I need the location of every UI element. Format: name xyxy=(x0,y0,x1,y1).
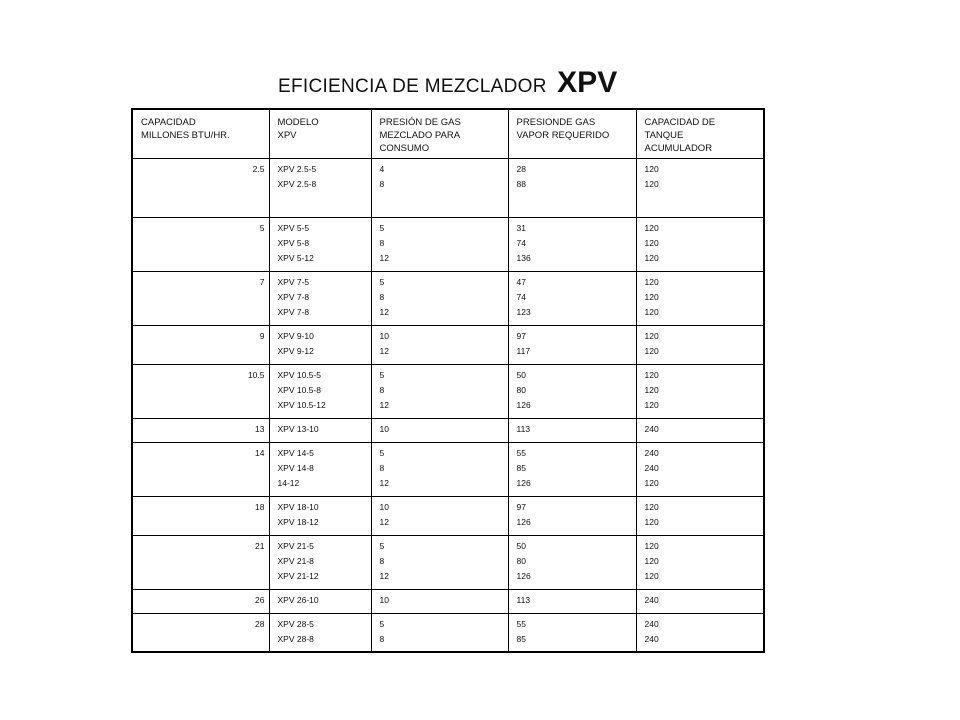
model-value: XPV 7-5 xyxy=(277,276,310,287)
tank-value: 240 xyxy=(644,594,659,605)
header-label: ACUMULADOR xyxy=(644,143,713,154)
capacity-cell xyxy=(132,364,269,418)
table-row xyxy=(132,325,764,364)
tank-value: 120 xyxy=(644,237,659,248)
vapor-value: 85 xyxy=(516,633,526,644)
pressure-value: 12 xyxy=(379,345,389,356)
pressure-cell xyxy=(371,217,508,271)
pressure-header xyxy=(371,109,508,158)
vapor-value: 50 xyxy=(516,540,526,551)
vapor-value: 113 xyxy=(516,423,531,434)
vapor-value: 113 xyxy=(516,594,531,605)
tank-value: 120 xyxy=(644,399,659,410)
vapor-cell xyxy=(508,325,636,364)
tank-value: 120 xyxy=(644,291,659,302)
model-value: XPV 7-8 xyxy=(277,306,310,317)
table-row xyxy=(132,496,764,535)
model-value: XPV 14-8 xyxy=(277,462,314,473)
pressure-cell xyxy=(371,418,508,442)
vapor-cell xyxy=(508,496,636,535)
model-value: XPV 5-5 xyxy=(277,222,310,233)
capacity-value: 28 xyxy=(255,618,265,629)
vapor-cell xyxy=(508,589,636,613)
pressure-cell xyxy=(371,364,508,418)
capacity-cell xyxy=(132,589,269,613)
tank-cell xyxy=(636,442,764,496)
title-text: EFICIENCIA DE MEZCLADOR xyxy=(278,76,547,97)
capacity-value: 13 xyxy=(255,423,265,434)
vapor-value: 31 xyxy=(516,222,526,233)
vapor-value: 47 xyxy=(516,276,526,287)
pressure-cell xyxy=(371,613,508,652)
tank-value: 120 xyxy=(644,384,659,395)
capacity-value: 9 xyxy=(259,330,265,341)
model-value: 14-12 xyxy=(277,477,300,488)
tank-cell xyxy=(636,364,764,418)
tank-header xyxy=(636,109,764,158)
pressure-cell xyxy=(371,442,508,496)
vapor-value: 126 xyxy=(516,477,531,488)
capacity-value: 18 xyxy=(255,501,265,512)
pressure-value: 10 xyxy=(379,423,389,434)
tank-value: 240 xyxy=(644,633,659,644)
model-value: XPV 5-12 xyxy=(277,252,314,263)
vapor-value: 80 xyxy=(516,555,526,566)
pressure-value: 12 xyxy=(379,399,389,410)
title-brand: XPV xyxy=(557,66,618,99)
tank-cell xyxy=(636,325,764,364)
model-cell xyxy=(269,613,371,652)
pressure-value: 5 xyxy=(379,540,385,551)
vapor-value: 117 xyxy=(516,345,531,356)
pressure-value: 10 xyxy=(379,501,389,512)
pressure-value: 8 xyxy=(379,178,385,189)
capacity-value: 5 xyxy=(259,222,265,233)
vapor-value: 74 xyxy=(516,237,526,248)
tank-cell xyxy=(636,271,764,325)
table-row xyxy=(132,613,764,652)
pressure-value: 10 xyxy=(379,594,389,605)
tank-value: 120 xyxy=(644,516,659,527)
model-value: XPV 9-12 xyxy=(277,345,314,356)
header-label: MILLONES BTU/HR. xyxy=(141,130,230,141)
capacity-cell xyxy=(132,613,269,652)
model-value: XPV 7-8 xyxy=(277,291,310,302)
model-value: XPV 28-5 xyxy=(277,618,314,629)
vapor-value: 97 xyxy=(516,330,526,341)
pressure-value: 12 xyxy=(379,477,389,488)
model-cell xyxy=(269,535,371,589)
vapor-cell xyxy=(508,535,636,589)
pressure-cell xyxy=(371,535,508,589)
model-cell xyxy=(269,158,371,217)
header-label: CAPACIDAD xyxy=(141,117,196,128)
tank-value: 120 xyxy=(644,330,659,341)
pressure-value: 5 xyxy=(379,222,385,233)
vapor-cell xyxy=(508,442,636,496)
pressure-value: 8 xyxy=(379,555,385,566)
tank-value: 120 xyxy=(644,477,659,488)
model-value: XPV 21-5 xyxy=(277,540,314,551)
vapor-value: 126 xyxy=(516,516,531,527)
pressure-value: 5 xyxy=(379,276,385,287)
efficiency-table xyxy=(131,108,765,653)
model-cell xyxy=(269,442,371,496)
tank-value: 240 xyxy=(644,447,659,458)
pressure-value: 12 xyxy=(379,306,389,317)
page-title xyxy=(278,66,617,106)
capacity-value: 10.5 xyxy=(247,369,265,380)
header-label: TANQUE xyxy=(644,130,684,141)
vapor-value: 55 xyxy=(516,447,526,458)
capacity-cell xyxy=(132,496,269,535)
pressure-value: 12 xyxy=(379,516,389,527)
model-header xyxy=(269,109,371,158)
tank-value: 240 xyxy=(644,423,659,434)
capacity-cell xyxy=(132,158,269,217)
capacity-value: 2.5 xyxy=(252,163,265,174)
tank-value: 120 xyxy=(644,555,659,566)
model-value: XPV 18-10 xyxy=(277,501,319,512)
model-value: XPV 14-5 xyxy=(277,447,314,458)
tank-value: 120 xyxy=(644,369,659,380)
tank-cell xyxy=(636,496,764,535)
capacity-value: 21 xyxy=(255,540,265,551)
vapor-cell xyxy=(508,217,636,271)
header-label: CONSUMO xyxy=(379,143,430,154)
tank-value: 120 xyxy=(644,222,659,233)
tank-cell xyxy=(636,217,764,271)
pressure-value: 8 xyxy=(379,291,385,302)
table-row xyxy=(132,158,764,217)
pressure-value: 8 xyxy=(379,384,385,395)
header-row xyxy=(132,109,764,158)
table-row xyxy=(132,364,764,418)
model-cell xyxy=(269,271,371,325)
pressure-value: 8 xyxy=(379,633,385,644)
pressure-cell xyxy=(371,158,508,217)
model-value: XPV 10.5-8 xyxy=(277,384,321,395)
model-value: XPV 9-10 xyxy=(277,330,314,341)
model-value: XPV 18-12 xyxy=(277,516,319,527)
vapor-value: 85 xyxy=(516,462,526,473)
capacity-cell xyxy=(132,271,269,325)
table-body xyxy=(132,109,764,652)
table-row xyxy=(132,589,764,613)
model-cell xyxy=(269,217,371,271)
pressure-cell xyxy=(371,496,508,535)
pressure-cell xyxy=(371,271,508,325)
pressure-value: 5 xyxy=(379,447,385,458)
capacity-cell xyxy=(132,217,269,271)
capacity-value: 7 xyxy=(259,276,265,287)
tank-value: 120 xyxy=(644,276,659,287)
capacity-value: 26 xyxy=(255,594,265,605)
header-label: MODELO xyxy=(277,117,319,128)
vapor-value: 97 xyxy=(516,501,526,512)
table-row xyxy=(132,535,764,589)
table-row xyxy=(132,418,764,442)
pressure-cell xyxy=(371,325,508,364)
table-row xyxy=(132,271,764,325)
pressure-cell xyxy=(371,589,508,613)
tank-value: 120 xyxy=(644,178,659,189)
capacity-header xyxy=(132,109,269,158)
tank-cell xyxy=(636,158,764,217)
pressure-value: 10 xyxy=(379,330,389,341)
tank-value: 120 xyxy=(644,345,659,356)
model-cell xyxy=(269,496,371,535)
model-value: XPV 26-10 xyxy=(277,594,319,605)
vapor-cell xyxy=(508,613,636,652)
vapor-value: 50 xyxy=(516,369,526,380)
header-label: MEZCLADO PARA xyxy=(379,130,461,141)
model-value: XPV 21-12 xyxy=(277,570,319,581)
tank-cell xyxy=(636,613,764,652)
tank-value: 120 xyxy=(644,501,659,512)
pressure-value: 12 xyxy=(379,570,389,581)
vapor-header xyxy=(508,109,636,158)
vapor-value: 74 xyxy=(516,291,526,302)
model-cell xyxy=(269,418,371,442)
model-value: XPV 2.5-5 xyxy=(277,163,317,174)
tank-value: 120 xyxy=(644,540,659,551)
vapor-value: 55 xyxy=(516,618,526,629)
tank-value: 120 xyxy=(644,163,659,174)
model-cell xyxy=(269,589,371,613)
vapor-value: 136 xyxy=(516,252,531,263)
table-row xyxy=(132,442,764,496)
model-value: XPV 21-8 xyxy=(277,555,314,566)
model-value: XPV 2.5-8 xyxy=(277,178,317,189)
vapor-value: 28 xyxy=(516,163,526,174)
pressure-value: 8 xyxy=(379,462,385,473)
tank-value: 240 xyxy=(644,618,659,629)
capacity-cell xyxy=(132,325,269,364)
vapor-cell xyxy=(508,418,636,442)
vapor-value: 126 xyxy=(516,399,531,410)
pressure-value: 12 xyxy=(379,252,389,263)
model-cell xyxy=(269,364,371,418)
model-value: XPV 13-10 xyxy=(277,423,319,434)
capacity-value: 14 xyxy=(255,447,265,458)
pressure-value: 4 xyxy=(379,163,385,174)
header-label: XPV xyxy=(277,130,297,141)
vapor-value: 126 xyxy=(516,570,531,581)
vapor-value: 80 xyxy=(516,384,526,395)
vapor-cell xyxy=(508,158,636,217)
capacity-cell xyxy=(132,442,269,496)
tank-cell xyxy=(636,418,764,442)
tank-cell xyxy=(636,589,764,613)
capacity-cell xyxy=(132,535,269,589)
vapor-cell xyxy=(508,364,636,418)
tank-value: 240 xyxy=(644,462,659,473)
model-value: XPV 28-8 xyxy=(277,633,314,644)
header-label: PRESIONDE GAS xyxy=(516,117,596,128)
vapor-value: 123 xyxy=(516,306,531,317)
vapor-cell xyxy=(508,271,636,325)
header-label: PRESIÓN DE GAS xyxy=(379,117,461,128)
vapor-value: 88 xyxy=(516,178,526,189)
capacity-cell xyxy=(132,418,269,442)
table-row xyxy=(132,217,764,271)
model-cell xyxy=(269,325,371,364)
tank-value: 120 xyxy=(644,252,659,263)
model-value: XPV 5-8 xyxy=(277,237,310,248)
model-value: XPV 10.5-5 xyxy=(277,369,321,380)
model-value: XPV 10.5-12 xyxy=(277,399,326,410)
pressure-value: 5 xyxy=(379,618,385,629)
header-label: CAPACIDAD DE xyxy=(644,117,716,128)
tank-value: 120 xyxy=(644,306,659,317)
pressure-value: 5 xyxy=(379,369,385,380)
tank-cell xyxy=(636,535,764,589)
pressure-value: 8 xyxy=(379,237,385,248)
tank-value: 120 xyxy=(644,570,659,581)
header-label: VAPOR REQUERIDO xyxy=(516,130,610,141)
